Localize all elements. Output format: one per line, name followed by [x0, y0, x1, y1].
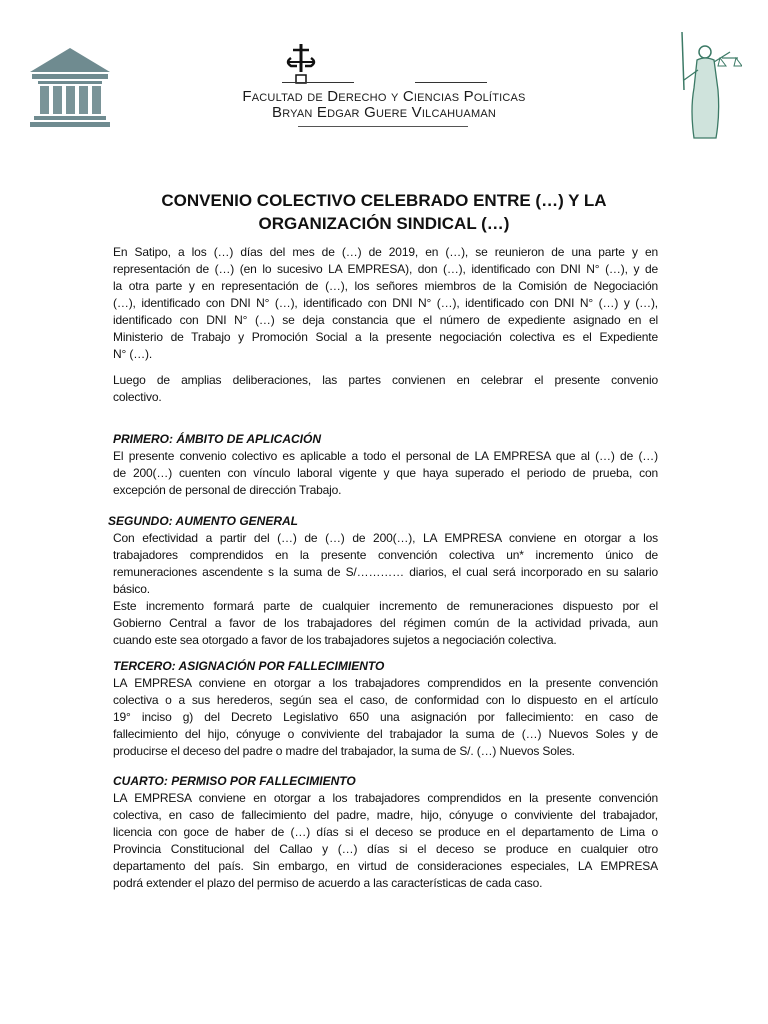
paragraph-line: producirse el deceso del padre o madre del trabajador, la suma de S/. (…) Nuevos Soles. — [113, 744, 575, 758]
paragraph-line: Este incremento formará parte de cualquier incremento de remuneraciones dispuesto por el — [113, 599, 658, 613]
faculty-emblem-icon — [245, 44, 357, 84]
header-rule-bottom — [298, 126, 468, 127]
paragraph-line: identificado con DNI N° (…) se deja constancia que el número de expediente asignado en el — [113, 313, 658, 327]
paragraph-line: colectiva o a sus herederos, según sea el caso, de conformidad con lo dispuesto en el artículo — [113, 693, 658, 707]
paragraph-line: departamento del país. Sin embargo, en virtud de consideraciones especiales, LA EMPRESA — [113, 859, 658, 873]
paragraph-line: podrá extender el plazo del permiso de acuerdo a las características de cada caso. — [113, 876, 543, 890]
paragraph-line: licencia con goce de haber de (…) días si el deceso se produce en el departamento de Lima o — [113, 825, 658, 839]
paragraph-line: Luego de amplias deliberaciones, las partes convienen en celebrar el presente convenio — [113, 373, 658, 387]
paragraph-line: Ministerio de Trabajo y Promoción Social a la presente negociación colectiva es el Expediente — [113, 330, 658, 344]
paragraph-line: fallecimiento del hijo, cónyuge o conviviente del trabajador la suma de (…) Nuevos Soles y de — [113, 727, 658, 741]
document-title-line-2: ORGANIZACIÓN SINDICAL (…) — [258, 214, 510, 233]
paragraph-line: colectivo. — [113, 390, 162, 404]
paragraph-line: colectiva, en caso de fallecimiento del padre, madre, hijo, cónyuge o conviviente del trabajador, — [113, 808, 658, 822]
author-name: Bryan Edgar Guere Vilcahuaman — [272, 104, 496, 121]
section-heading: CUARTO: PERMISO POR FALLECIMIENTO — [113, 774, 356, 788]
paragraph-line: la otra parte y en representación de (…), los señores miembros de la Comisión de Negociación — [113, 279, 658, 293]
paragraph-line: LA EMPRESA conviene en otorgar a los trabajadores comprendidos en la presente convención — [113, 676, 658, 690]
paragraph-line: 19° inciso g) del Decreto Legislativo 650 una asignación por fallecimiento: en caso de — [113, 710, 658, 724]
section-heading: SEGUNDO: AUMENTO GENERAL — [108, 514, 299, 528]
paragraph-line: (…), identificado con DNI N° (…), identificado con DNI N° (…), identificado con DNI N° (…) y (…), — [113, 296, 658, 310]
paragraph-line: representación de (…) (en lo sucesivo LA EMPRESA), don (…), identificado con DNI N° (…), y de — [113, 262, 658, 276]
paragraph-line: N° (…). — [113, 347, 153, 361]
paragraph-line: El presente convenio colectivo es aplicable a todo el personal de LA EMPRESA que al (…) de (…) — [113, 449, 658, 463]
header-rule-left — [282, 82, 354, 83]
paragraph-line: LA EMPRESA conviene en otorgar a los trabajadores comprendidos en la presente convención — [113, 791, 658, 805]
paragraph-line: básico. — [113, 582, 150, 596]
faculty-name: Facultad de Derecho y Ciencias Políticas — [242, 88, 526, 105]
header-rule-right — [415, 82, 487, 83]
paragraph-line: excepción de personal de dirección Trabajo. — [113, 483, 342, 497]
paragraph-line: Gobierno Central a favor de los trabajadores del régimen común de la actividad privada, aun — [113, 616, 658, 630]
section-heading: PRIMERO: ÁMBITO DE APLICACIÓN — [113, 432, 322, 446]
paragraph-line: Con efectividad a partir del (…) de (…) de 200(…), LA EMPRESA conviene en otorgar a los — [113, 531, 658, 545]
paragraph-line: trabajadores comprendidos en la presente convención colectiva un* incremento único de — [113, 548, 658, 562]
paragraph-line: remuneraciones ascendente s la suma de S/………… diarios, el cual será incorporado en su salario — [113, 565, 658, 579]
paragraph-line: de 200(…) cuenten con vínculo laboral vigente y que haya superado el periodo de prueba, con — [113, 466, 658, 480]
document-title-line-1: CONVENIO COLECTIVO CELEBRADO ENTRE (…) Y LA — [161, 191, 607, 210]
paragraph-line: Provincia Constitucional del Callao y (…) días si el deceso se produce en cualquier otro — [113, 842, 658, 856]
paragraph-line: cuando este sea otorgado a favor de los trabajadores sujetos a negociación colectiva. — [113, 633, 557, 647]
paragraph-line: En Satipo, a los (…) días del mes de (…) de 2019, en (…), se reunieron de una parte y en — [113, 245, 658, 259]
lady-justice-logo-icon — [672, 30, 742, 140]
section-heading: TERCERO: ASIGNACIÓN POR FALLECIMIENTO — [113, 659, 385, 673]
